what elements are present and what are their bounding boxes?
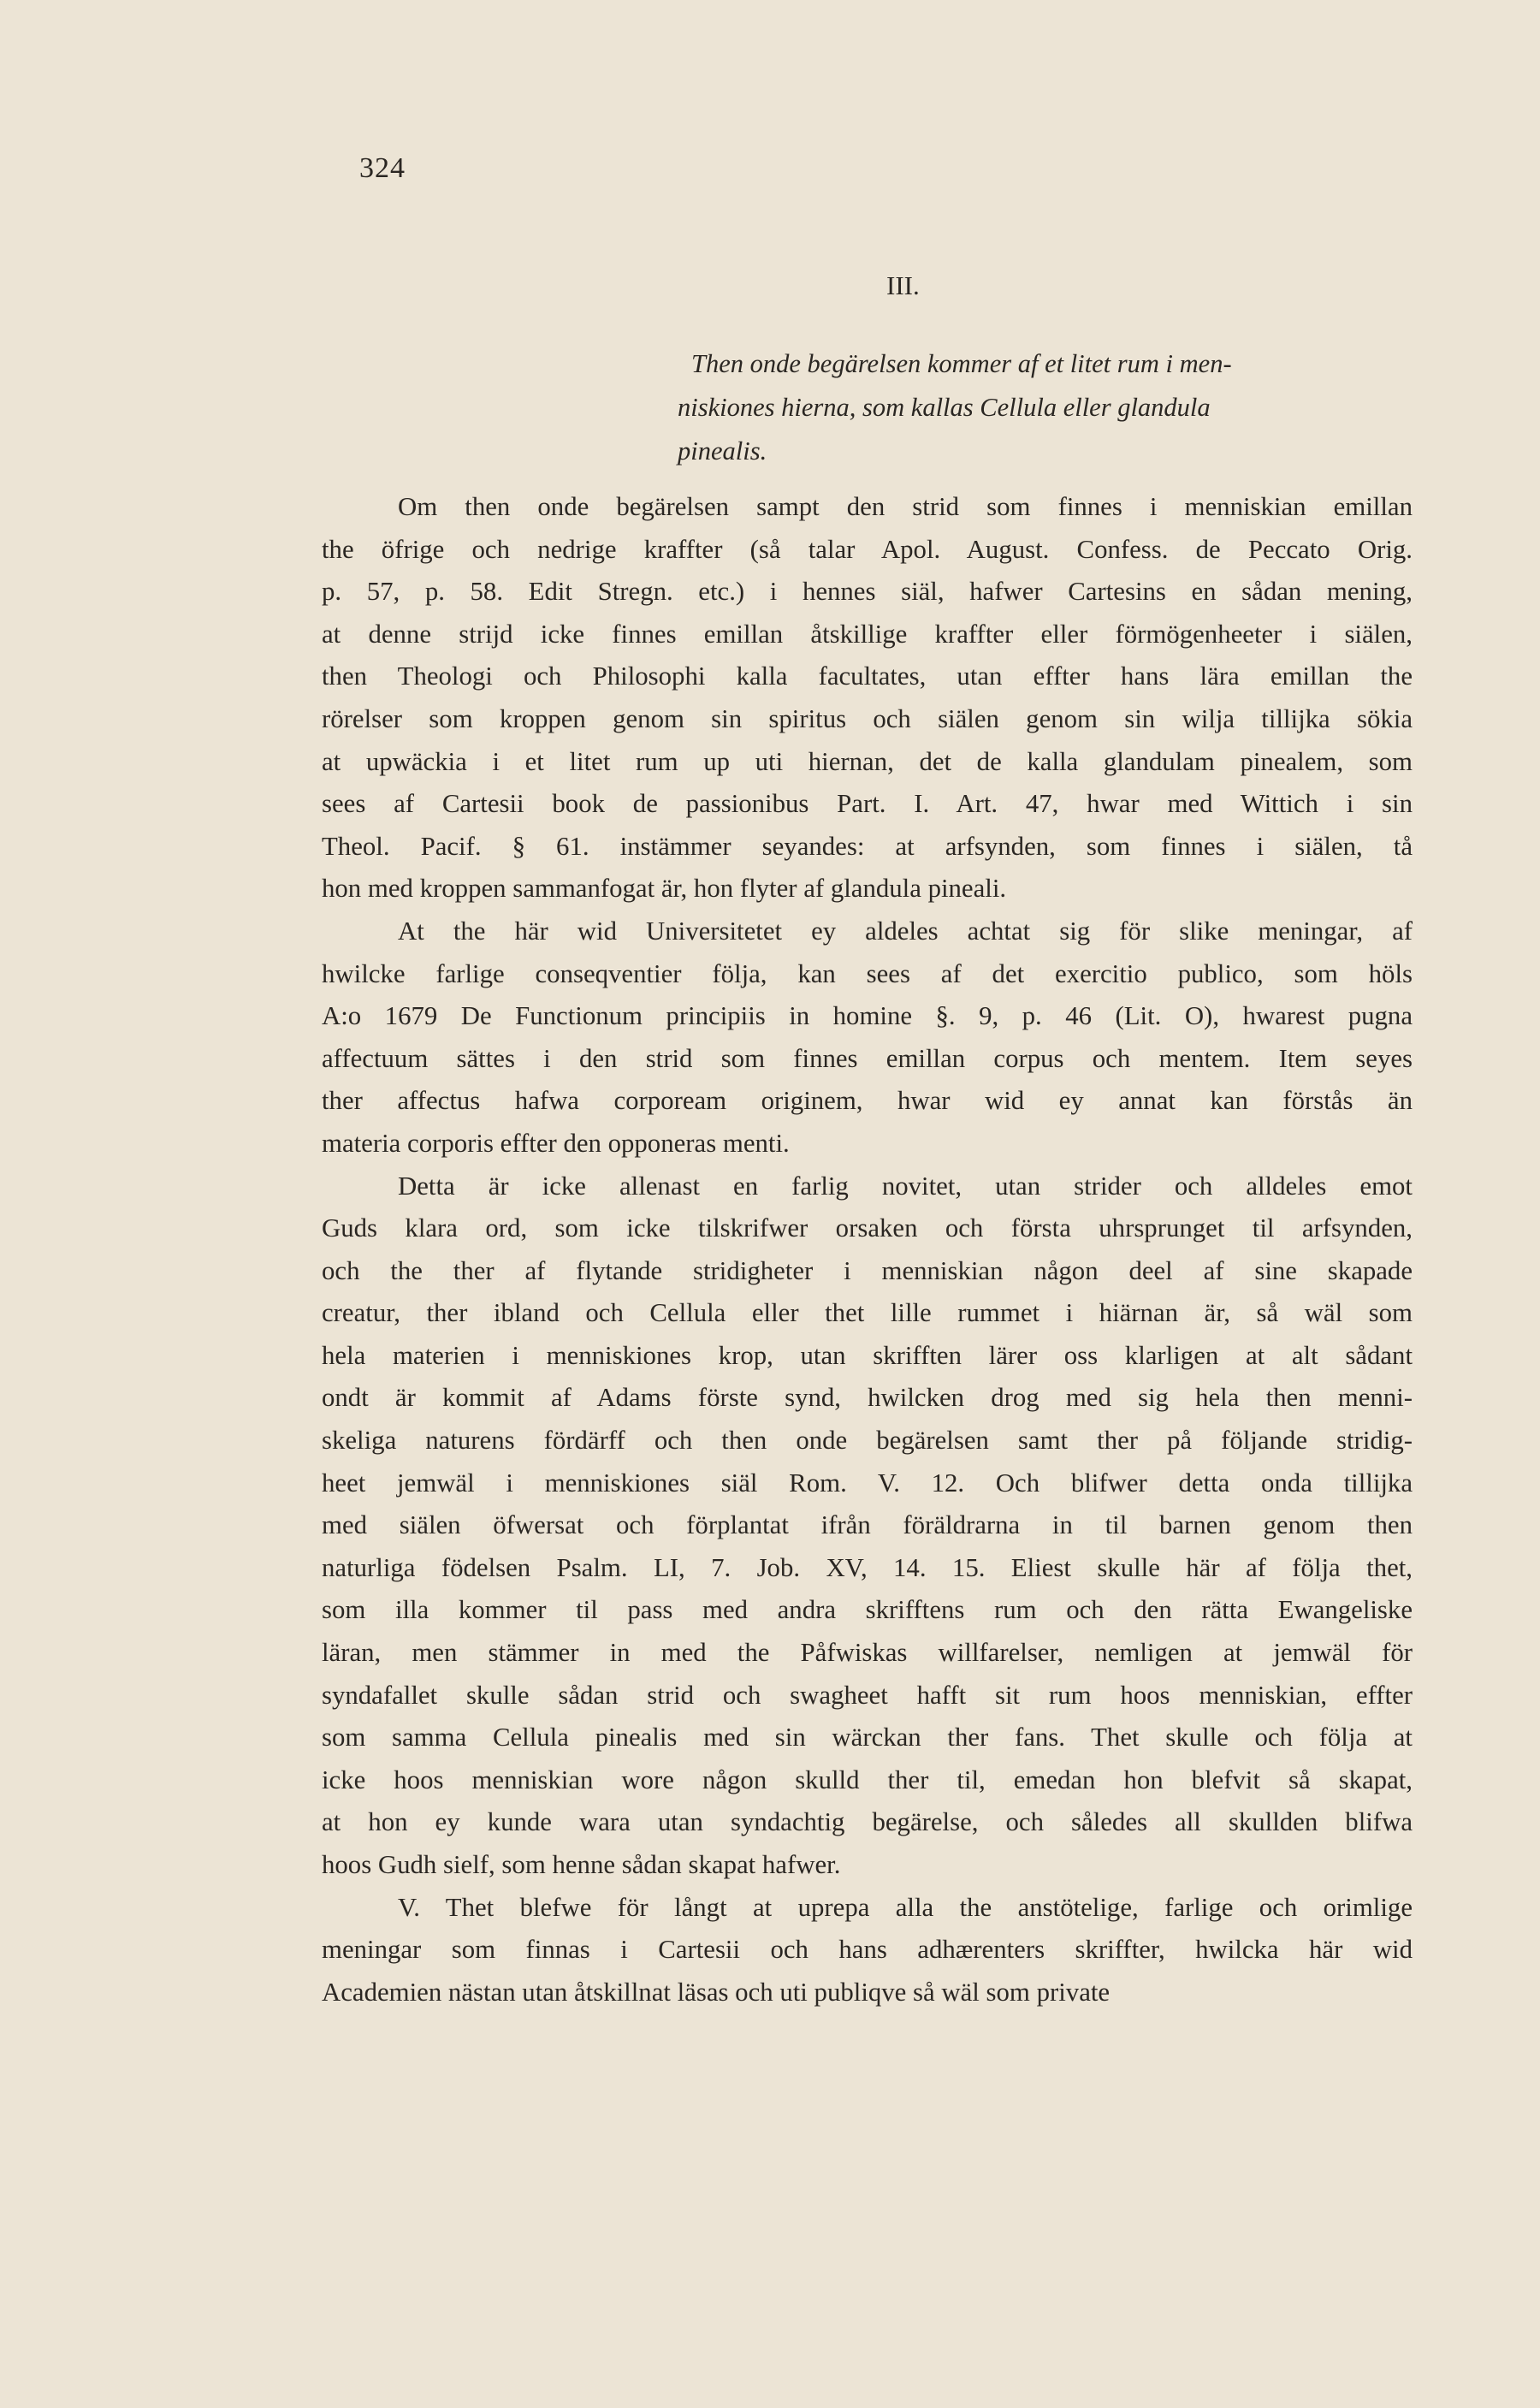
text-line: syndafallet skulle sådan strid och swagheet hafft sit rum hoos menniskian, effter (322, 1680, 1413, 1710)
heading-line: pinealis. (678, 436, 767, 466)
text-line: materia corporis effter den opponeras menti. (322, 1128, 790, 1158)
text-line: hon med kroppen sammanfogat är, hon flyter af glandula pineali. (322, 874, 1007, 904)
text-line: meningar som finnas i Cartesii och hans adhærenters skriffter, hwilcka här wid (322, 1935, 1413, 1965)
text-line: ther affectus hafwa corpoream originem, hwar wid ey annat kan förstås än (322, 1086, 1413, 1116)
text-line: och the ther af flytande stridigheter i menniskian någon deel af sine skapade (322, 1255, 1413, 1285)
text-line: med siälen öfwersat och förplantat ifrån föräldrarna in til barnen genom then (322, 1510, 1413, 1540)
text-line: rörelser som kroppen genom sin spiritus och siälen genom sin wilja tillijka sökia (322, 703, 1413, 733)
text-line: at hon ey kunde wara utan syndachtig begärelse, och således all skullden blifwa (322, 1807, 1413, 1837)
text-line: Om then onde begärelsen sampt den strid som finnes i menniskian emillan (398, 492, 1413, 521)
text-line: At the här wid Universitetet ey aldeles achtat sig för slike meningar, af (398, 916, 1413, 946)
paragraph (322, 910, 1413, 1165)
section-numeral: III. (886, 270, 920, 300)
section-heading (323, 342, 1412, 473)
paragraph (322, 1887, 1413, 2014)
text-line: at upwäckia i et litet rum up uti hiernan, det de kalla glandulam pinealem, som (322, 746, 1413, 776)
text-line: p. 57, p. 58. Edit Stregn. etc.) i hennes siäl, hafwer Cartesins en sådan mening, (322, 577, 1413, 607)
text-line: sees af Cartesii book de passionibus Part. I. Art. 47, hwar med Wittich i sin (322, 789, 1413, 819)
paragraph (322, 1165, 1413, 1887)
text-line: the öfrige och nedrige kraffter (så talar Apol. August. Confess. de Peccato Orig. (322, 534, 1413, 564)
text-line: hela materien i menniskiones krop, utan skrifften lärer oss klarligen at alt sådant (322, 1340, 1413, 1370)
heading-line: niskiones hierna, som kallas Cellula eller glandula (678, 393, 1211, 422)
text-line: som illa kommer til pass med andra skrifftens rum och den rätta Ewangeliske (322, 1595, 1413, 1625)
body-text (322, 486, 1413, 2014)
text-line: A:o 1679 De Functionum principiis in homine §. 9, p. 46 (Lit. O), hwarest pugna (322, 1001, 1413, 1031)
text-line: Theol. Pacif. § 61. instämmer seyandes: at arfsynden, som finnes i siälen, tå (322, 831, 1413, 861)
text-line: at denne strijd icke finnes emillan åtskillige kraffter eller förmögenheeter i siälen, (322, 619, 1413, 649)
heading-line: Then onde begärelsen kommer af et litet rum i men- (691, 349, 1232, 378)
paragraph (322, 486, 1413, 910)
text-line: hoos Gudh sielf, som henne sådan skapat hafwer. (322, 1850, 841, 1879)
text-line: som samma Cellula pinealis med sin wärckan ther fans. Thet skulle och följa at (322, 1723, 1413, 1753)
text-line: hwilcke farlige conseqventier följa, kan sees af det exercitio publico, som höls (322, 958, 1413, 988)
text-line: skeliga naturens fördärff och then onde begärelsen samt ther på följande stridig- (322, 1426, 1413, 1456)
text-line: Detta är icke allenast en farlig novitet, utan strider och alldeles emot (398, 1171, 1413, 1201)
text-line: creatur, ther ibland och Cellula eller thet lille rummet i hiärnan är, så wäl som (322, 1298, 1413, 1328)
text-line: naturliga födelsen Psalm. LI, 7. Job. XV, 14. 15. Eliest skulle här af följa thet, (322, 1552, 1413, 1582)
text-line: then Theologi och Philosophi kalla facultates, utan effter hans lära emillan the (322, 661, 1413, 691)
text-line: läran, men stämmer in med the Påfwiskas willfarelser, nemligen at jemwäl för (322, 1638, 1413, 1668)
text-line: affectuum sättes i den strid som finnes emillan corpus och mentem. Item seyes (322, 1043, 1413, 1073)
text-line: Academien nästan utan åtskillnat läsas och uti publiqve så wäl som private (322, 1977, 1111, 2007)
text-line: V. Thet blefwe för långt at uprepa alla the anstötelige, farlige och orimlige (398, 1892, 1413, 1922)
text-line: ondt är kommit af Adams förste synd, hwilcken drog med sig hela then menni- (322, 1383, 1413, 1413)
text-line: icke hoos menniskian wore någon skulld ther til, emedan hon blefvit så skapat, (322, 1764, 1413, 1794)
text-line: Guds klara ord, som icke tilskrifwer orsaken och första uhrsprunget til arfsynden, (322, 1213, 1413, 1243)
text-line: heet jemwäl i menniskiones siäl Rom. V. 12. Och blifwer detta onda tillijka (322, 1468, 1413, 1498)
page-number: 324 (359, 152, 406, 184)
